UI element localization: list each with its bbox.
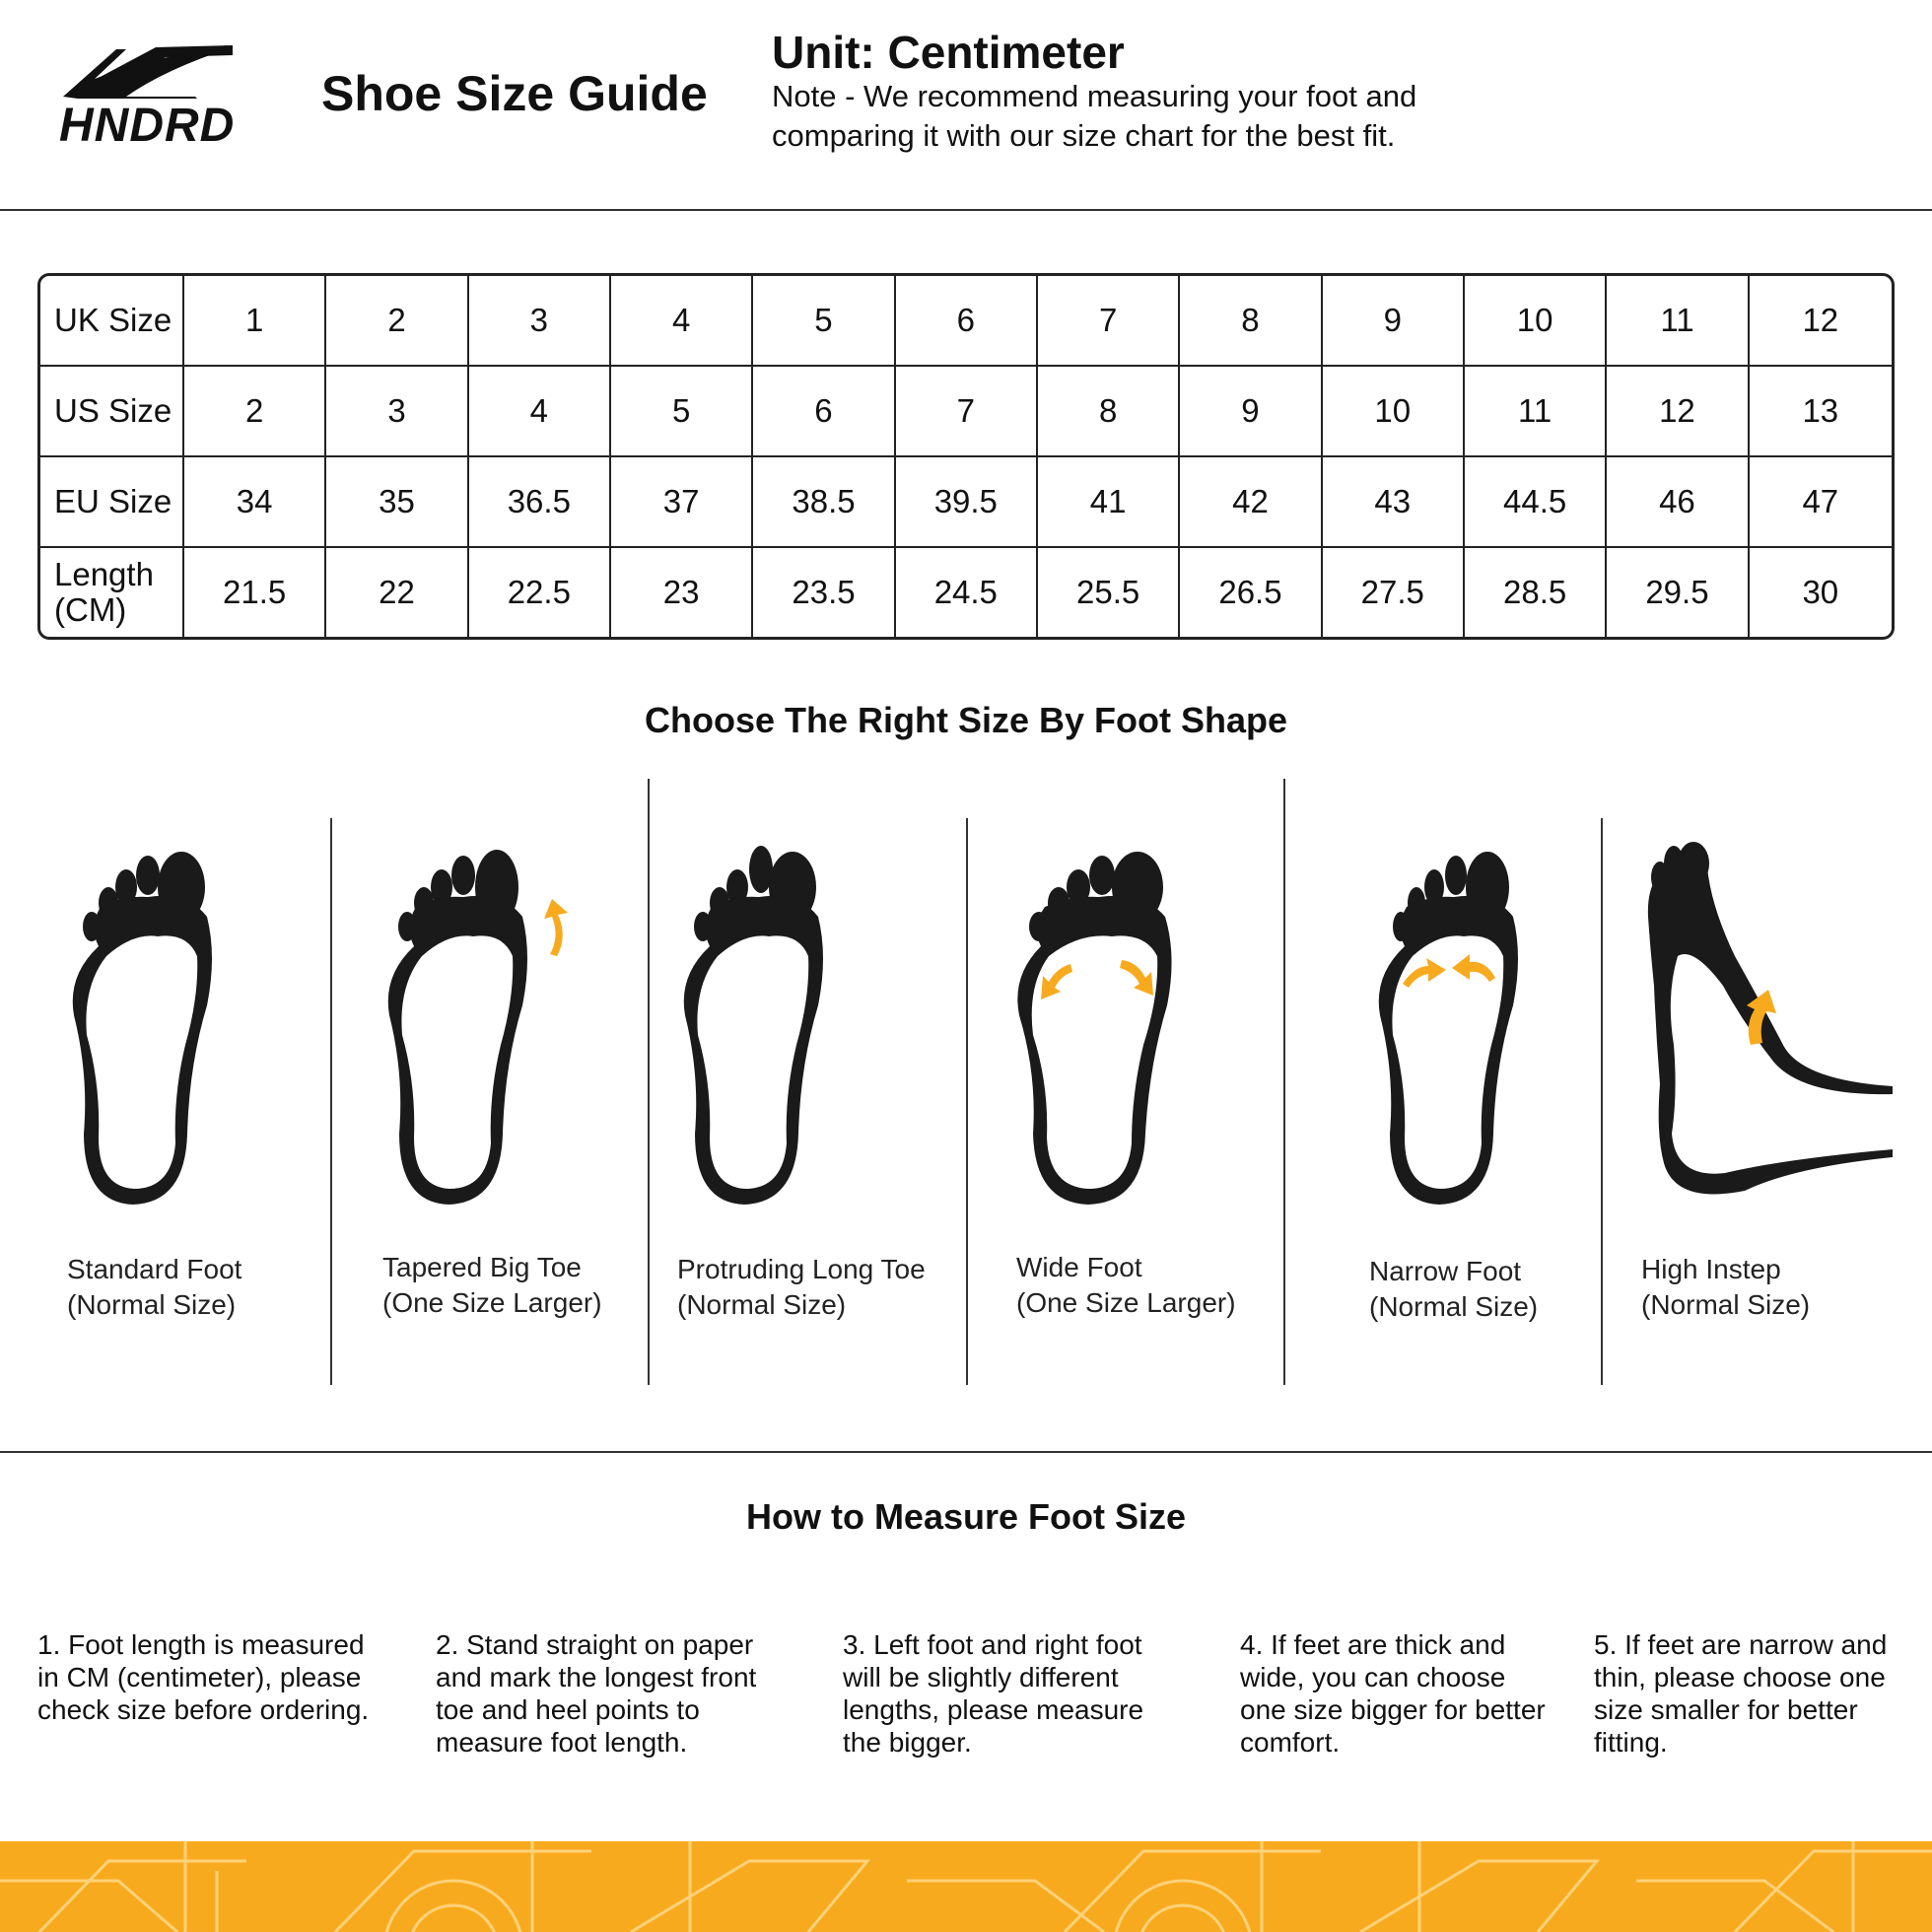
size-row-label: Length (CM) <box>40 548 184 637</box>
divider <box>330 818 332 1385</box>
size-cell: 1 <box>184 276 326 367</box>
measure-step: 1. Foot length is measured in CM (centimeter), please check size before ordering. <box>37 1629 370 1725</box>
size-cell: 2 <box>184 367 326 457</box>
size-cell: 3 <box>326 367 468 457</box>
size-row <box>40 276 1892 367</box>
arrow-up-icon <box>544 899 568 956</box>
divider <box>1601 818 1603 1385</box>
size-cell: 4 <box>611 276 753 367</box>
size-row <box>40 367 1892 457</box>
size-cell: 39.5 <box>896 457 1038 548</box>
size-cell: 30 <box>1802 574 1839 610</box>
size-cell: 2 <box>326 276 468 367</box>
header <box>0 0 1932 211</box>
footer-pattern-band <box>0 1841 1932 1932</box>
foot-shapes-row <box>0 779 1932 1385</box>
foot-shape-title: Choose The Right Size By Foot Shape <box>644 700 1288 740</box>
measure-step: 5. If feet are narrow and thin, please choose one size smaller for better fitting. <box>1594 1629 1888 1758</box>
size-cell: 11 <box>1607 276 1749 367</box>
size-cell: 8 <box>1038 367 1180 457</box>
size-row <box>40 548 1892 637</box>
foot-card-narrow <box>1365 779 1592 1385</box>
size-cell: 10 <box>1465 276 1607 367</box>
size-cell: 23 <box>611 548 753 637</box>
measure-step: 4. If feet are thick and wide, you can choose one size bigger for better comfort. <box>1240 1629 1546 1758</box>
foot-label: Protruding Long Toe (Normal Size) <box>677 1254 926 1320</box>
standard-foot-icon <box>59 838 227 1212</box>
size-cell: 21.5 <box>184 548 326 637</box>
brand-wordmark: HNDRD <box>59 100 236 152</box>
fit-note: Note - We recommend measuring your foot and comparing it with our size chart for the best fit. <box>772 79 1417 153</box>
tapered-big-toe-icon <box>375 838 591 1212</box>
size-cell: 9 <box>1180 367 1322 457</box>
size-cell: 11 <box>1465 367 1607 457</box>
size-cell: 46 <box>1607 457 1749 548</box>
size-cell: 44.5 <box>1465 457 1607 548</box>
size-cell: 3 <box>469 276 611 367</box>
brand-pattern-icon <box>0 1841 1932 1932</box>
foot-card-protruding <box>670 779 956 1385</box>
size-row <box>40 457 1892 548</box>
size-row-label: EU Size <box>40 457 184 548</box>
foot-card-standard <box>59 779 325 1385</box>
size-cell: 29.5 <box>1607 548 1749 637</box>
size-cell: 12 <box>1750 276 1892 367</box>
foot-label: Narrow Foot (Normal Size) <box>1369 1256 1539 1322</box>
narrow-foot-icon <box>1365 838 1533 1212</box>
size-cell: 6 <box>896 276 1038 367</box>
divider <box>648 779 650 1385</box>
size-cell: 27.5 <box>1323 548 1465 637</box>
divider <box>966 818 968 1385</box>
foot-label: Wide Foot (One Size Larger) <box>1016 1252 1236 1318</box>
measure-title: How to Measure Foot Size <box>745 1496 1187 1537</box>
size-cell: 35 <box>326 457 468 548</box>
size-cell: 26.5 <box>1180 548 1322 637</box>
size-cell: 42 <box>1180 457 1322 548</box>
page-title: Shoe Size Guide <box>321 66 708 121</box>
size-cell: 4 <box>469 367 611 457</box>
high-instep-icon <box>1636 838 1902 1212</box>
foot-label: High Instep (Normal Size) <box>1641 1254 1811 1320</box>
foot-card-tapered <box>375 779 641 1385</box>
foot-card-high-instep <box>1636 779 1902 1385</box>
size-cell: 22.5 <box>469 548 611 637</box>
size-cell: 8 <box>1180 276 1322 367</box>
measure-step: 3. Left foot and right foot will be slightly different lengths, please measure the bigger. <box>843 1629 1144 1758</box>
size-cell: 22 <box>326 548 468 637</box>
wide-foot-icon <box>1005 838 1193 1212</box>
size-cell: 34 <box>184 457 326 548</box>
size-row-label: UK Size <box>40 276 184 367</box>
size-cell: 36.5 <box>469 457 611 548</box>
section-divider <box>0 1451 1932 1453</box>
size-cell: 6 <box>753 367 895 457</box>
unit-label: Unit: Centimeter <box>772 27 1125 78</box>
brand-swoosh-icon <box>57 39 235 99</box>
size-cell: 28.5 <box>1465 548 1607 637</box>
foot-label: Tapered Big Toe (One Size Larger) <box>382 1252 602 1318</box>
foot-label: Standard Foot (Normal Size) <box>67 1254 242 1320</box>
size-cell: 41 <box>1038 457 1180 548</box>
divider <box>1283 779 1285 1385</box>
size-cell: 7 <box>1038 276 1180 367</box>
protruding-long-toe-icon <box>670 838 838 1212</box>
size-cell: 10 <box>1323 367 1465 457</box>
size-cell: 25.5 <box>1038 548 1180 637</box>
size-cell: 38.5 <box>753 457 895 548</box>
size-cell: 9 <box>1323 276 1465 367</box>
size-cell: 43 <box>1323 457 1465 548</box>
size-cell: 37 <box>611 457 753 548</box>
size-cell: 23.5 <box>753 548 895 637</box>
size-cell: 12 <box>1607 367 1749 457</box>
size-chart-table <box>37 273 1895 640</box>
size-row-label: US Size <box>40 367 184 457</box>
size-cell: 5 <box>753 276 895 367</box>
measure-step: 2. Stand straight on paper and mark the longest front toe and heel points to measure foot length. <box>436 1629 757 1758</box>
size-cell: 47 <box>1750 457 1892 548</box>
foot-card-wide <box>1005 779 1281 1385</box>
size-cell: 13 <box>1750 367 1892 457</box>
brand-logo <box>57 39 236 152</box>
size-cell: 24.5 <box>896 548 1038 637</box>
size-cell: 7 <box>896 367 1038 457</box>
size-cell: 5 <box>611 367 753 457</box>
